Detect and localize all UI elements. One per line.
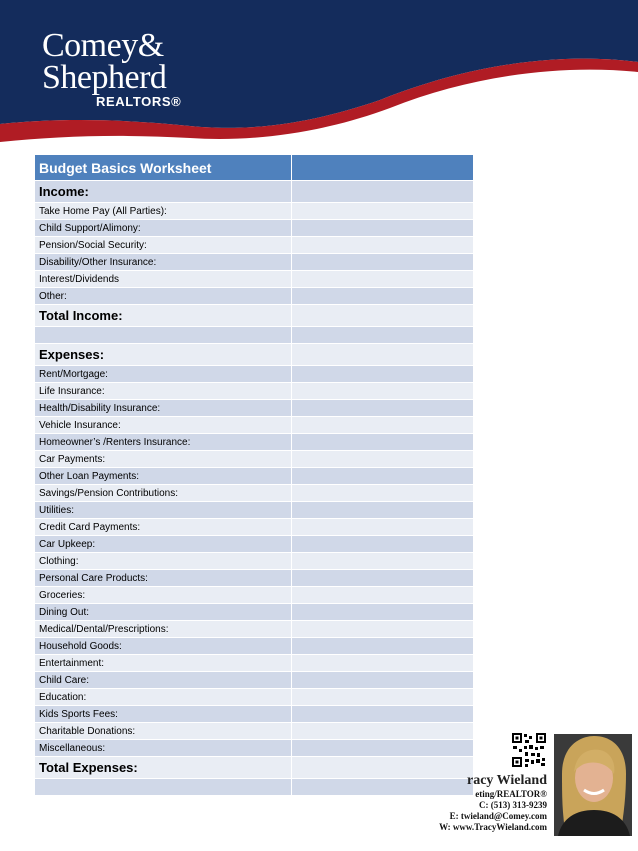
expense-item-row bbox=[35, 519, 473, 536]
worksheet-title: Budget Basics Worksheet bbox=[35, 155, 292, 181]
expense-item-row bbox=[35, 400, 473, 417]
agent-contact bbox=[439, 772, 547, 833]
expense-item-label: Miscellaneous: bbox=[35, 740, 292, 757]
expense-item-value-cell[interactable] bbox=[292, 485, 474, 502]
expense-item-value-cell[interactable] bbox=[292, 587, 474, 604]
expense-item-row bbox=[35, 740, 473, 757]
income-item-row bbox=[35, 271, 473, 288]
expense-item-label: Child Care: bbox=[35, 672, 292, 689]
expense-item-value-cell[interactable] bbox=[292, 570, 474, 587]
expense-item-label: Charitable Donations: bbox=[35, 723, 292, 740]
blank-row-label bbox=[35, 779, 292, 796]
expense-item-row bbox=[35, 723, 473, 740]
expense-item-label: Health/Disability Insurance: bbox=[35, 400, 292, 417]
expense-item-label: Credit Card Payments: bbox=[35, 519, 292, 536]
expense-item-label: Rent/Mortgage: bbox=[35, 366, 292, 383]
expense-item-value-cell[interactable] bbox=[292, 655, 474, 672]
expense-item-row bbox=[35, 366, 473, 383]
expense-item-label: Education: bbox=[35, 689, 292, 706]
expense-item-label: Groceries: bbox=[35, 587, 292, 604]
expense-item-value-cell[interactable] bbox=[292, 604, 474, 621]
blank-row-value-cell[interactable] bbox=[292, 327, 474, 344]
expense-item-row bbox=[35, 706, 473, 723]
blank-row-label bbox=[35, 327, 292, 344]
expense-item-label: Homeowner’s /Renters Insurance: bbox=[35, 434, 292, 451]
income-header-row bbox=[35, 181, 473, 203]
income-item-row bbox=[35, 254, 473, 271]
expense-item-value-cell[interactable] bbox=[292, 638, 474, 655]
expenses-header-label: Expenses: bbox=[35, 344, 292, 366]
income-item-value-cell[interactable] bbox=[292, 237, 474, 254]
expense-item-label: Savings/Pension Contributions: bbox=[35, 485, 292, 502]
expense-item-label: Household Goods: bbox=[35, 638, 292, 655]
expense-item-value-cell[interactable] bbox=[292, 689, 474, 706]
expense-item-row bbox=[35, 468, 473, 485]
income-item-value-cell[interactable] bbox=[292, 254, 474, 271]
page-header bbox=[0, 0, 638, 145]
expense-item-label: Personal Care Products: bbox=[35, 570, 292, 587]
expense-item-value-cell[interactable] bbox=[292, 502, 474, 519]
logo-line-1: Comey& bbox=[42, 27, 164, 64]
agent-name: racy Wieland bbox=[467, 773, 547, 788]
expense-item-value-cell[interactable] bbox=[292, 400, 474, 417]
income-item-label: Pension/Social Security: bbox=[35, 237, 292, 254]
expense-item-value-cell[interactable] bbox=[292, 621, 474, 638]
expense-item-label: Kids Sports Fees: bbox=[35, 706, 292, 723]
agent-email: E: twieland@Comey.com bbox=[449, 811, 547, 821]
expense-item-row bbox=[35, 689, 473, 706]
total-expenses-row bbox=[35, 757, 473, 779]
logo-line-3: REALTORS® bbox=[96, 94, 182, 109]
expense-item-value-cell[interactable] bbox=[292, 553, 474, 570]
expense-item-row bbox=[35, 655, 473, 672]
expense-item-row bbox=[35, 502, 473, 519]
expense-item-row bbox=[35, 604, 473, 621]
worksheet-title-row bbox=[35, 155, 473, 181]
expense-item-row bbox=[35, 451, 473, 468]
total-expenses-label: Total Expenses: bbox=[35, 757, 292, 779]
income-header-value-cell[interactable] bbox=[292, 181, 474, 203]
expense-item-row bbox=[35, 672, 473, 689]
expense-item-value-cell[interactable] bbox=[292, 536, 474, 553]
expense-item-row bbox=[35, 485, 473, 502]
worksheet-title-value-cell bbox=[292, 155, 474, 181]
agent-card bbox=[420, 732, 638, 842]
total-income-value-cell[interactable] bbox=[292, 305, 474, 327]
expense-item-label: Utilities: bbox=[35, 502, 292, 519]
income-item-label: Interest/Dividends bbox=[35, 271, 292, 288]
expense-item-value-cell[interactable] bbox=[292, 451, 474, 468]
income-item-label: Disability/Other Insurance: bbox=[35, 254, 292, 271]
expense-item-label: Car Upkeep: bbox=[35, 536, 292, 553]
expense-item-label: Medical/Dental/Prescriptions: bbox=[35, 621, 292, 638]
expense-item-row bbox=[35, 536, 473, 553]
expense-item-row bbox=[35, 638, 473, 655]
budget-worksheet-table bbox=[35, 155, 473, 795]
expense-item-row bbox=[35, 587, 473, 604]
income-item-value-cell[interactable] bbox=[292, 271, 474, 288]
income-item-row bbox=[35, 237, 473, 254]
agent-cell: C: (513) 313-9239 bbox=[479, 800, 547, 810]
expense-item-label: Car Payments: bbox=[35, 451, 292, 468]
income-header-label: Income: bbox=[35, 181, 292, 203]
income-item-label: Child Support/Alimony: bbox=[35, 220, 292, 237]
income-item-value-cell[interactable] bbox=[292, 220, 474, 237]
expense-item-value-cell[interactable] bbox=[292, 519, 474, 536]
blank-row-row bbox=[35, 327, 473, 344]
expense-item-row bbox=[35, 434, 473, 451]
blank-row-row bbox=[35, 779, 473, 796]
expense-item-value-cell[interactable] bbox=[292, 672, 474, 689]
expense-item-label: Other Loan Payments: bbox=[35, 468, 292, 485]
income-item-label: Take Home Pay (All Parties): bbox=[35, 203, 292, 220]
expense-item-label: Vehicle Insurance: bbox=[35, 417, 292, 434]
expense-item-value-cell[interactable] bbox=[292, 434, 474, 451]
income-item-row bbox=[35, 203, 473, 220]
expense-item-value-cell[interactable] bbox=[292, 417, 474, 434]
expense-item-value-cell[interactable] bbox=[292, 468, 474, 485]
expense-item-value-cell[interactable] bbox=[292, 383, 474, 400]
expense-item-row bbox=[35, 570, 473, 587]
expense-item-label: Life Insurance: bbox=[35, 383, 292, 400]
income-item-label: Other: bbox=[35, 288, 292, 305]
income-item-row bbox=[35, 220, 473, 237]
agent-photo bbox=[554, 734, 632, 836]
expense-item-row bbox=[35, 621, 473, 638]
income-item-value-cell[interactable] bbox=[292, 288, 474, 305]
expense-item-label: Dining Out: bbox=[35, 604, 292, 621]
company-logo bbox=[42, 27, 182, 110]
expense-item-label: Entertainment: bbox=[35, 655, 292, 672]
agent-title: eting/REALTOR® bbox=[475, 789, 547, 799]
logo-line-2: Shepherd bbox=[42, 59, 167, 96]
expense-item-row bbox=[35, 383, 473, 400]
expenses-header-row bbox=[35, 344, 473, 366]
expense-item-value-cell[interactable] bbox=[292, 366, 474, 383]
qr-code-icon bbox=[511, 732, 547, 768]
total-income-row bbox=[35, 305, 473, 327]
expense-item-row bbox=[35, 417, 473, 434]
expense-item-row bbox=[35, 553, 473, 570]
total-income-label: Total Income: bbox=[35, 305, 292, 327]
income-item-row bbox=[35, 288, 473, 305]
agent-web: W: www.TracyWieland.com bbox=[439, 822, 547, 832]
expense-item-value-cell[interactable] bbox=[292, 706, 474, 723]
income-item-value-cell[interactable] bbox=[292, 203, 474, 220]
expense-item-label: Clothing: bbox=[35, 553, 292, 570]
expenses-header-value-cell[interactable] bbox=[292, 344, 474, 366]
